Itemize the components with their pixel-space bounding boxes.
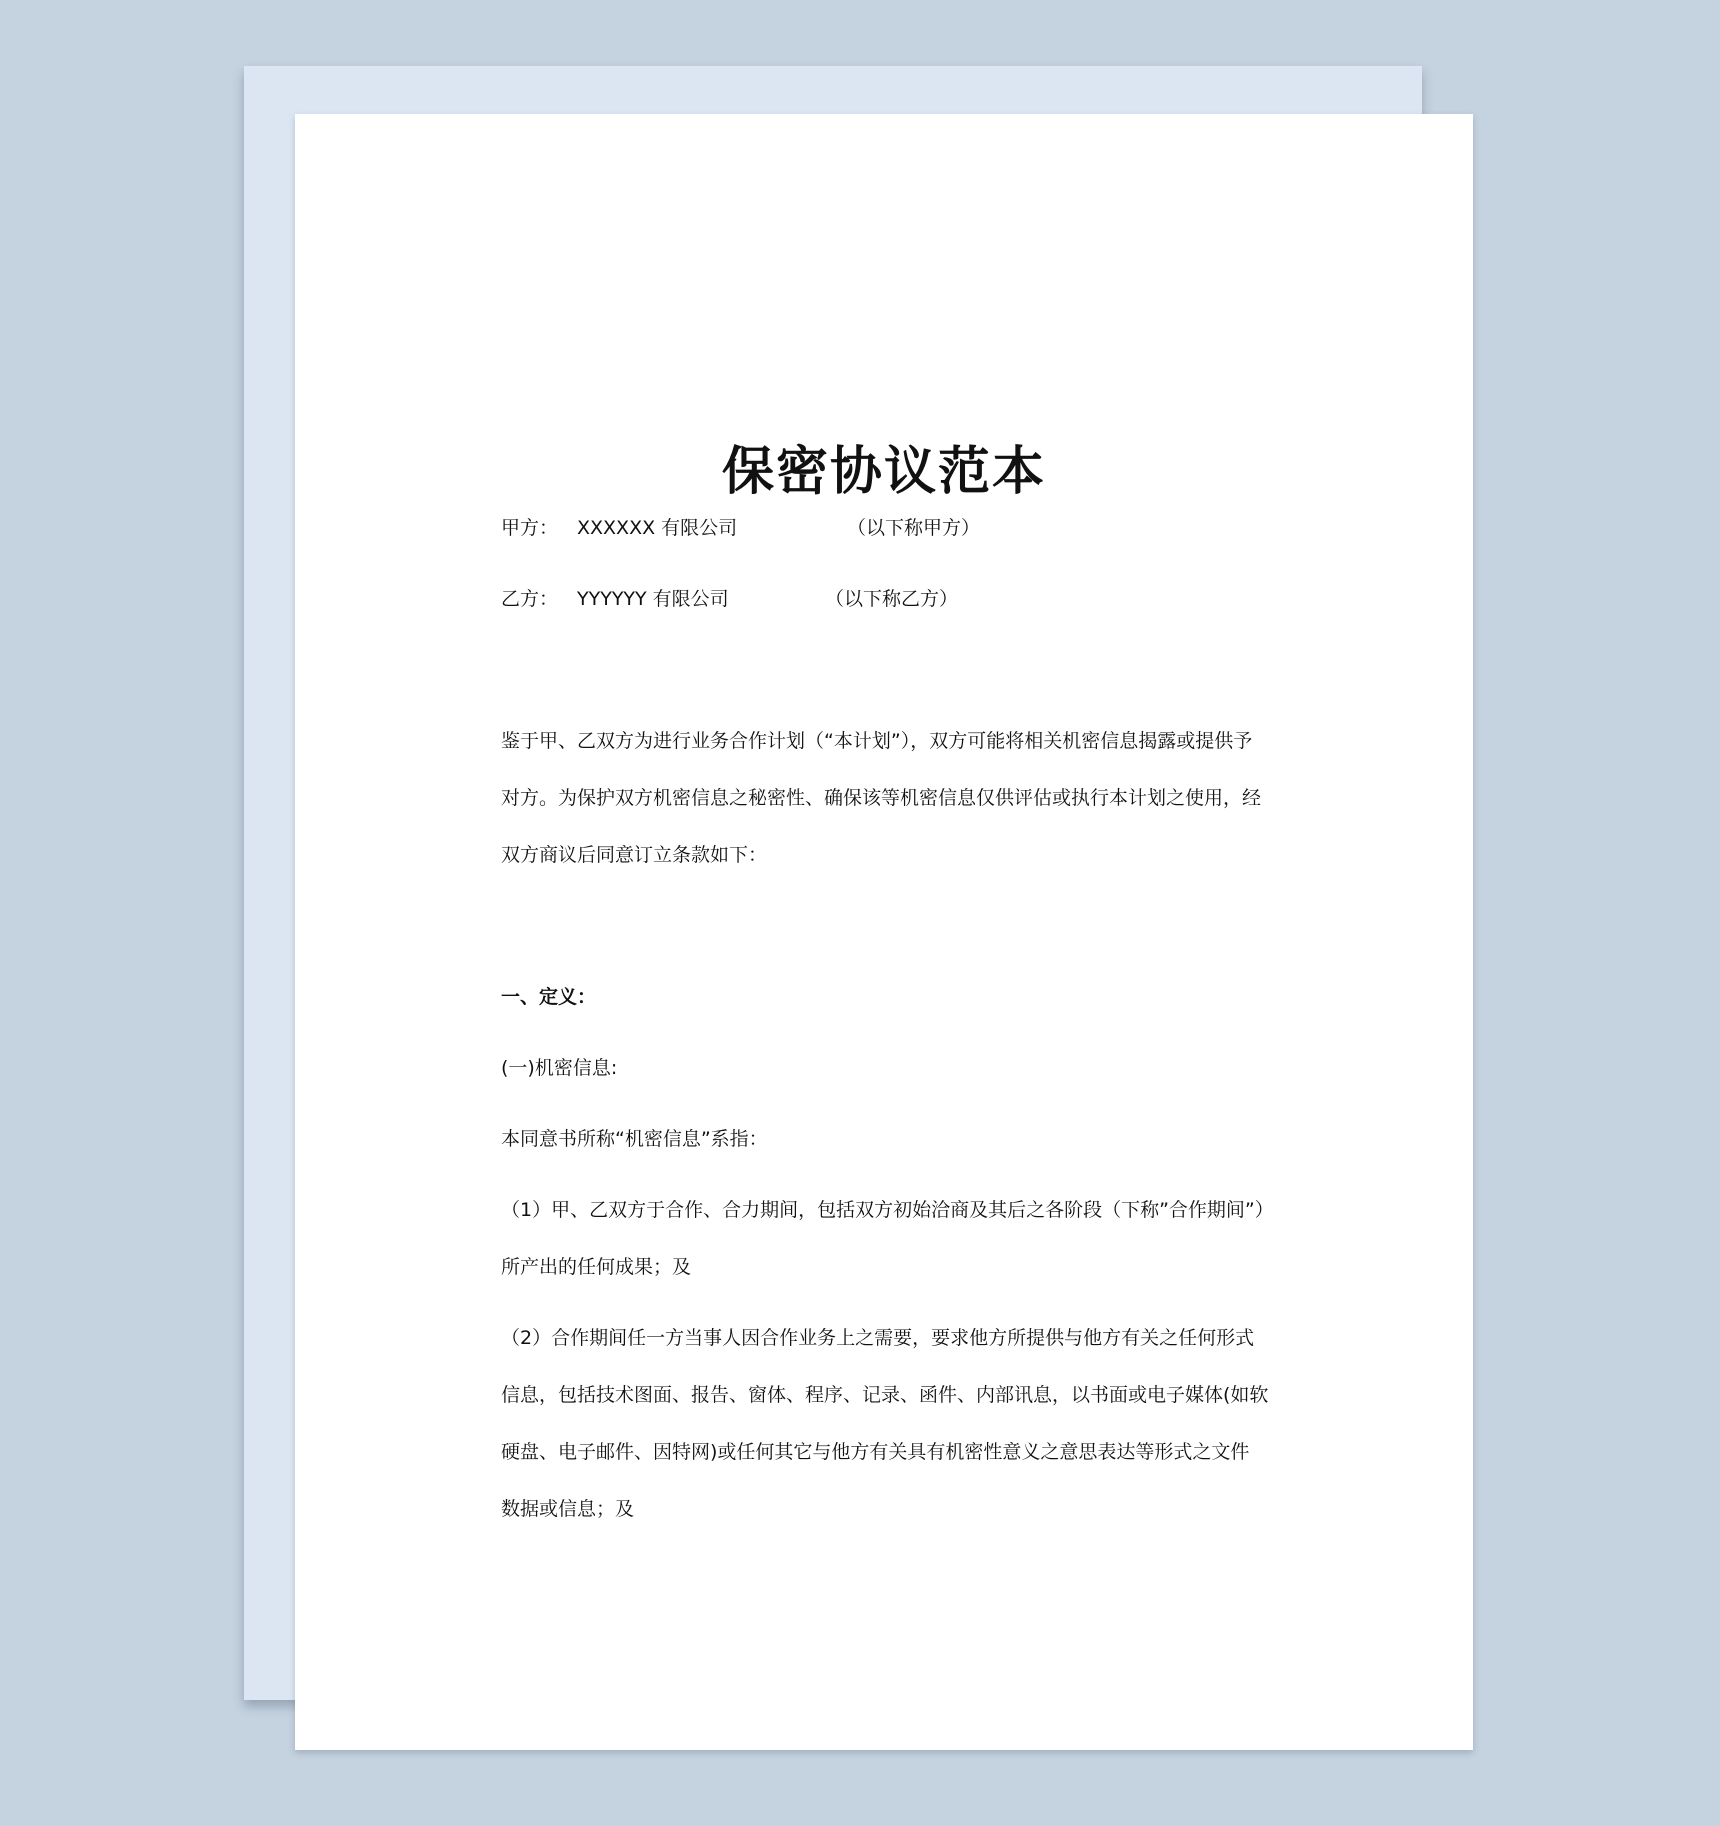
party-a-name: XXXXXX 有限公司 <box>577 517 738 539</box>
document-title: 保密协议范本 <box>721 442 1046 502</box>
preamble-line: 双方商议后同意订立条款如下： <box>501 844 768 866</box>
clause-2-line: 硬盘、电子邮件、因特网)或任何其它与他方有关具有机密性意义之意思表达等形式之文件 <box>501 1441 1250 1463</box>
party-a-label: 甲方： <box>501 517 559 539</box>
subsection-heading-confidential-info: (一)机密信息: <box>501 1057 618 1079</box>
preamble-line: 对方。为保护双方机密信息之秘密性、确保该等机密信息仅供评估或执行本计划之使用，经 <box>501 787 1262 809</box>
document-page <box>295 114 1473 1750</box>
clause-1-line: （1）甲、乙双方于合作、合力期间，包括双方初始洽商及其后之各阶段（下称”合作期间”） <box>501 1199 1274 1221</box>
party-b-label: 乙方： <box>501 588 559 610</box>
clause-2-line: （2）合作期间任一方当事人因合作业务上之需要，要求他方所提供与他方有关之任何形式 <box>501 1327 1255 1349</box>
party-b-name: YYYYYY 有限公司 <box>577 588 729 610</box>
clause-1-line: 所产出的任何成果；及 <box>501 1256 692 1278</box>
section-heading-definitions: 一、定义： <box>501 986 597 1008</box>
definition-intro: 本同意书所称“机密信息”系指： <box>501 1128 768 1150</box>
party-b-alias: （以下称乙方） <box>825 588 959 610</box>
party-a-alias: （以下称甲方） <box>847 517 981 539</box>
clause-2-line: 数据或信息；及 <box>501 1498 635 1520</box>
preamble-line: 鉴于甲、乙双方为进行业务合作计划（“本计划”），双方可能将相关机密信息揭露或提供予 <box>501 730 1253 752</box>
clause-2-line: 信息，包括技术图面、报告、窗体、程序、记录、函件、内部讯息，以书面或电子媒体(如软 <box>501 1384 1269 1406</box>
